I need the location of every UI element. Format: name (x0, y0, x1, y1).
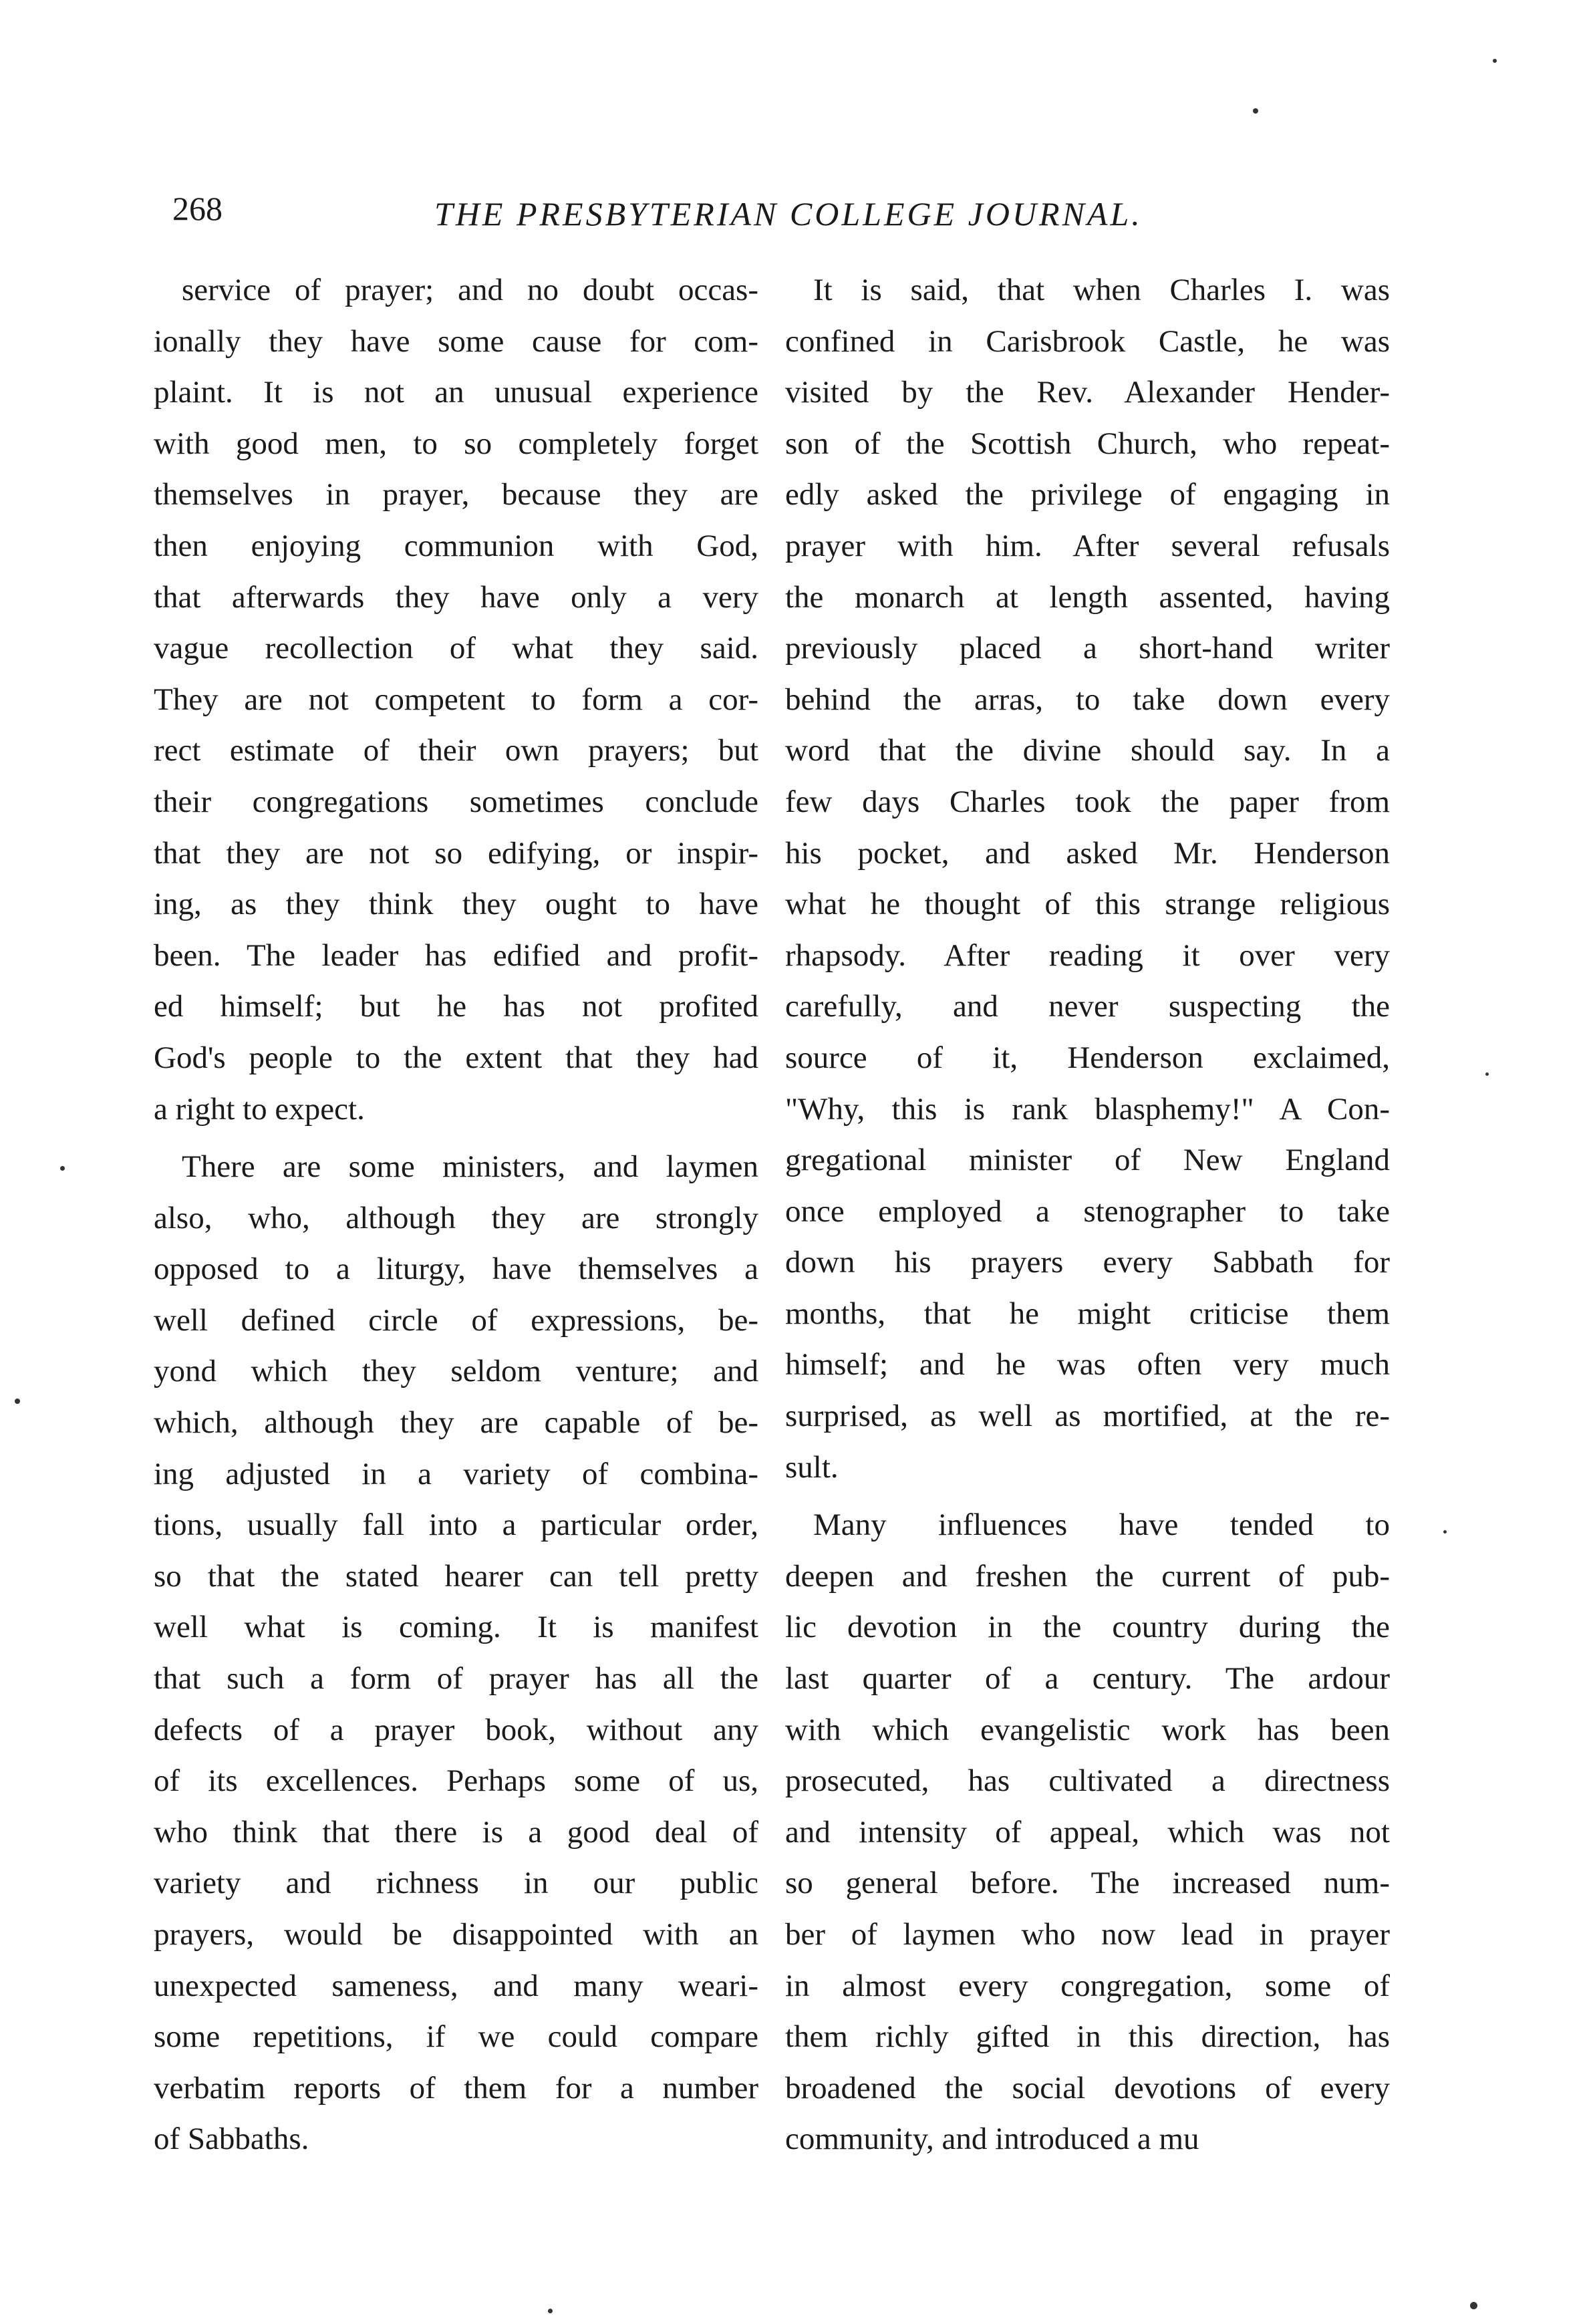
text-line: with good men, to so completely forget (154, 426, 758, 461)
text-line: himself; and he was often very much (785, 1347, 1390, 1383)
text-line: yond which they seldom venture; and (154, 1354, 758, 1389)
text-line: defects of a prayer book, without any (154, 1712, 758, 1747)
text-line: that such a form of prayer has all the (154, 1661, 758, 1697)
text-line: They are not competent to form a cor- (154, 682, 758, 717)
text-line: down his prayers every Sabbath for (785, 1245, 1390, 1280)
text-line: source of it, Henderson exclaimed, (785, 1040, 1390, 1075)
left-column (154, 265, 758, 2165)
scan-speck (1493, 59, 1497, 63)
text-line: with which evangelistic work has been (785, 1712, 1390, 1747)
scan-speck (60, 1166, 65, 1171)
right-column (785, 265, 1390, 2165)
text-line: been. The leader has edified and profit- (154, 937, 758, 973)
text-line: unexpected sameness, and many weari- (154, 1968, 758, 2003)
text-line: carefully, and never suspecting the (785, 989, 1390, 1024)
text-line: sult. (785, 1449, 839, 1485)
scan-speck (15, 1399, 20, 1404)
text-line: Many influences have tended to (813, 1507, 1390, 1543)
text-line: in almost every congregation, some of (785, 1968, 1390, 2003)
scan-speck (1253, 108, 1258, 114)
text-line: lic devotion in the country during the (785, 1610, 1390, 1645)
text-line: months, that he might criticise them (785, 1296, 1390, 1331)
text-line: son of the Scottish Church, who repeat- (785, 426, 1390, 461)
text-line: what he thought of this strange religious (785, 887, 1390, 922)
text-line: some repetitions, if we could compare (154, 2019, 758, 2055)
text-line: the monarch at length assented, having (785, 579, 1390, 615)
text-line: rhapsody. After reading it over very (785, 937, 1390, 973)
scan-speck (548, 2309, 553, 2313)
text-line: word that the divine should say. In a (785, 733, 1390, 768)
text-line: and intensity of appeal, which was not (785, 1814, 1390, 1850)
text-line: last quarter of a century. The ardour (785, 1661, 1390, 1697)
text-line: community, and introduced a mu (785, 2122, 1199, 2157)
text-line: broadened the social devotions of every (785, 2070, 1390, 2105)
text-line: well defined circle of expressions, be- (154, 1302, 758, 1338)
text-line: God's people to the extent that they had (154, 1040, 758, 1075)
text-line: themselves in prayer, because they are (154, 477, 758, 513)
text-line: who think that there is a good deal of (154, 1814, 758, 1850)
text-line: prayer with him. After several refusals (785, 528, 1390, 563)
running-title: THE PRESBYTERIAN COLLEGE JOURNAL. (434, 195, 1143, 233)
text-line: tions, usually fall into a particular order, (154, 1507, 758, 1543)
text-line: ing adjusted in a variety of combina- (154, 1456, 758, 1491)
text-line: edly asked the privilege of engaging in (785, 477, 1390, 513)
text-line: rect estimate of their own prayers; but (154, 733, 758, 768)
text-line: gregational minister of New England (785, 1143, 1390, 1178)
text-line: service of prayer; and no doubt occas- (182, 273, 758, 307)
text-line: It is said, that when Charles I. was (813, 273, 1390, 307)
text-line: "Why, this is rank blasphemy!" A Con- (785, 1091, 1390, 1127)
text-line: of its excellences. Perhaps some of us, (154, 1763, 758, 1799)
text-line: behind the arras, to take down every (785, 682, 1390, 717)
text-line: visited by the Rev. Alexander Hender- (785, 375, 1390, 410)
text-line: ber of laymen who now lead in prayer (785, 1917, 1390, 1952)
text-line: plaint. It is not an unusual experience (154, 375, 758, 410)
text-line: previously placed a short-hand writer (785, 631, 1390, 666)
text-line: well what is coming. It is manifest (154, 1610, 758, 1645)
text-line: confined in Carisbrook Castle, he was (785, 323, 1390, 359)
text-line: so that the stated hearer can tell pretty (154, 1558, 758, 1594)
text-line: their congregations sometimes conclude (154, 784, 758, 819)
text-line: them richly gifted in this direction, has (785, 2019, 1390, 2055)
text-line: ionally they have some cause for com- (154, 323, 758, 359)
text-line: then enjoying communion with God, (154, 528, 758, 563)
text-line: which, although they are capable of be- (154, 1405, 758, 1441)
text-line: of Sabbaths. (154, 2122, 309, 2157)
text-line: prosecuted, has cultivated a directness (785, 1763, 1390, 1799)
text-line: once employed a stenographer to take (785, 1193, 1390, 1229)
paragraph-gap (785, 1493, 1390, 1499)
scan-speck (1470, 2302, 1477, 2309)
text-line: his pocket, and asked Mr. Henderson (785, 835, 1390, 871)
page-number: 268 (172, 190, 223, 227)
text-line: opposed to a liturgy, have themselves a (154, 1252, 758, 1287)
text-line: surprised, as well as mortified, at the re- (785, 1399, 1390, 1434)
paragraph-gap (154, 1135, 758, 1141)
text-line: prayers, would be disappointed with an (154, 1917, 758, 1952)
text-line: so general before. The increased num- (785, 1866, 1390, 1901)
text-line: a right to expect. (154, 1091, 365, 1127)
scan-speck (1443, 1530, 1447, 1534)
text-line: variety and richness in our public (154, 1866, 758, 1901)
text-line: vague recollection of what they said. (154, 631, 758, 666)
text-line: that they are not so edifying, or inspir- (154, 835, 758, 871)
text-line: few days Charles took the paper from (785, 784, 1390, 819)
text-line: deepen and freshen the current of pub- (785, 1558, 1390, 1594)
text-line: also, who, although they are strongly (154, 1200, 758, 1236)
text-line: There are some ministers, and laymen (182, 1149, 758, 1185)
text-line: ing, as they think they ought to have (154, 887, 758, 922)
text-line: ed himself; but he has not profited (154, 989, 758, 1024)
text-line: that afterwards they have only a very (154, 579, 758, 615)
scan-speck (1485, 1072, 1489, 1076)
text-line: verbatim reports of them for a number (154, 2070, 758, 2105)
